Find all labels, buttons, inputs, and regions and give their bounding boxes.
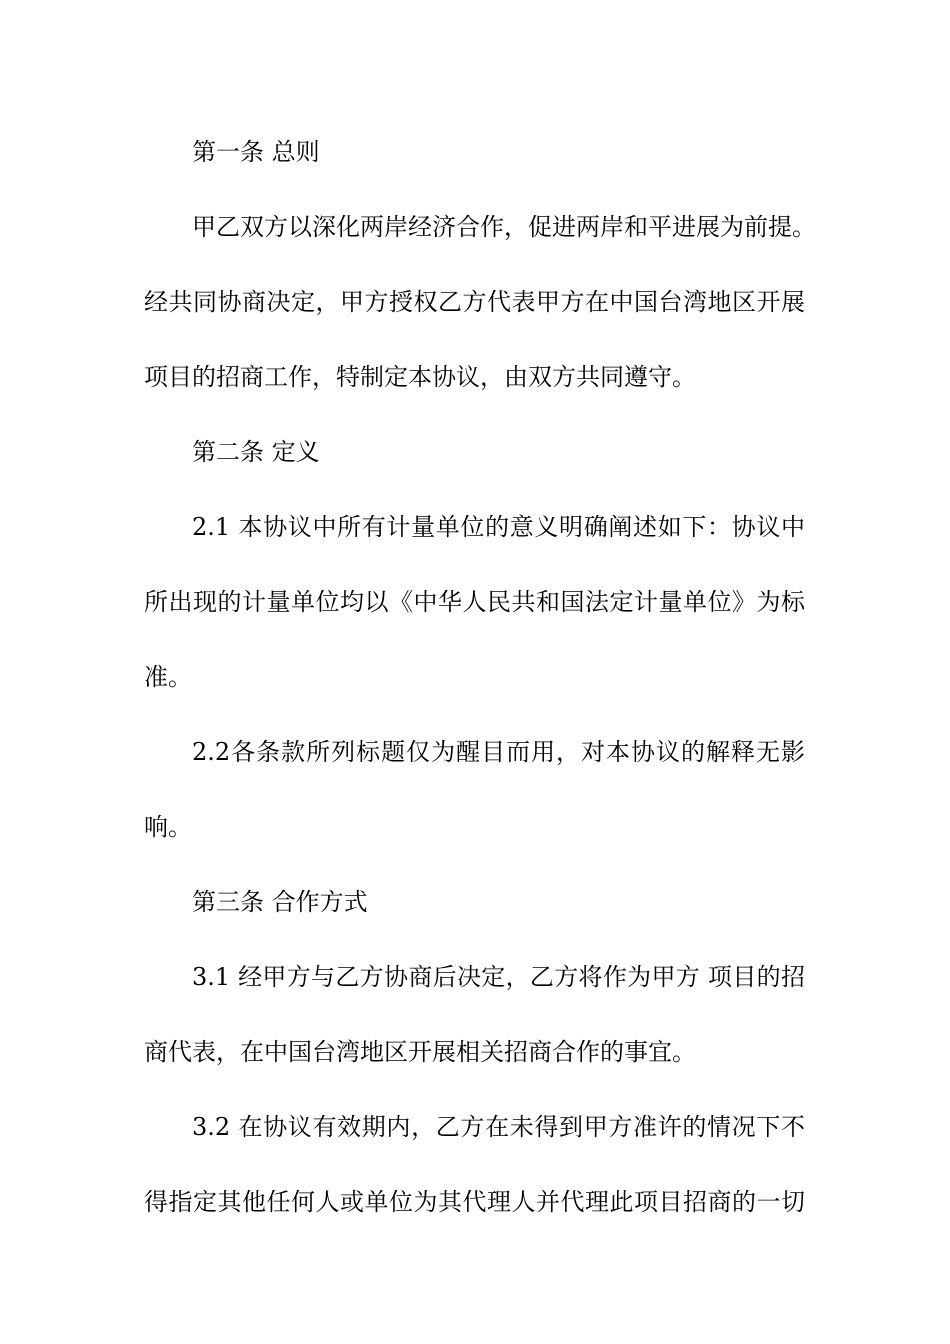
paragraph-line: 响。 [144,813,192,841]
paragraph-line: 经共同协商决定，甲方授权乙方代表甲方在中国台湾地区开展 [144,288,805,316]
paragraph-line: 得指定其他任何人或单位为其代理人并代理此项目招商的一切 [144,1188,805,1216]
paragraph-line: 3.1 经甲方与乙方协商后决定，乙方将作为甲方 项目的招 [192,963,805,991]
paragraph-line: 项目的招商工作，特制定本协议，由双方共同遵守。 [144,363,696,391]
paragraph-line: 准。 [144,663,192,691]
paragraph-line: 所出现的计量单位均以《中华人民共和国法定计量单位》为标 [144,588,805,616]
paragraph-line: 3.2 在协议有效期内，乙方在未得到甲方准许的情况下不 [192,1113,805,1141]
paragraph-line: 商代表，在中国台湾地区开展相关招商合作的事宜。 [144,1038,696,1066]
article-3-heading: 第三条 合作方式 [192,888,368,916]
paragraph-line: 甲乙双方以深化两岸经济合作，促进两岸和平进展为前提。 [192,213,816,241]
article-1-heading: 第一条 总则 [192,138,320,166]
paragraph-line: 2.1 本协议中所有计量单位的意义明确阐述如下：协议中 [192,513,805,541]
article-2-heading: 第二条 定义 [192,438,320,466]
paragraph-line: 2.2各条款所列标题仅为醒目而用，对本协议的解释无影 [192,738,805,766]
